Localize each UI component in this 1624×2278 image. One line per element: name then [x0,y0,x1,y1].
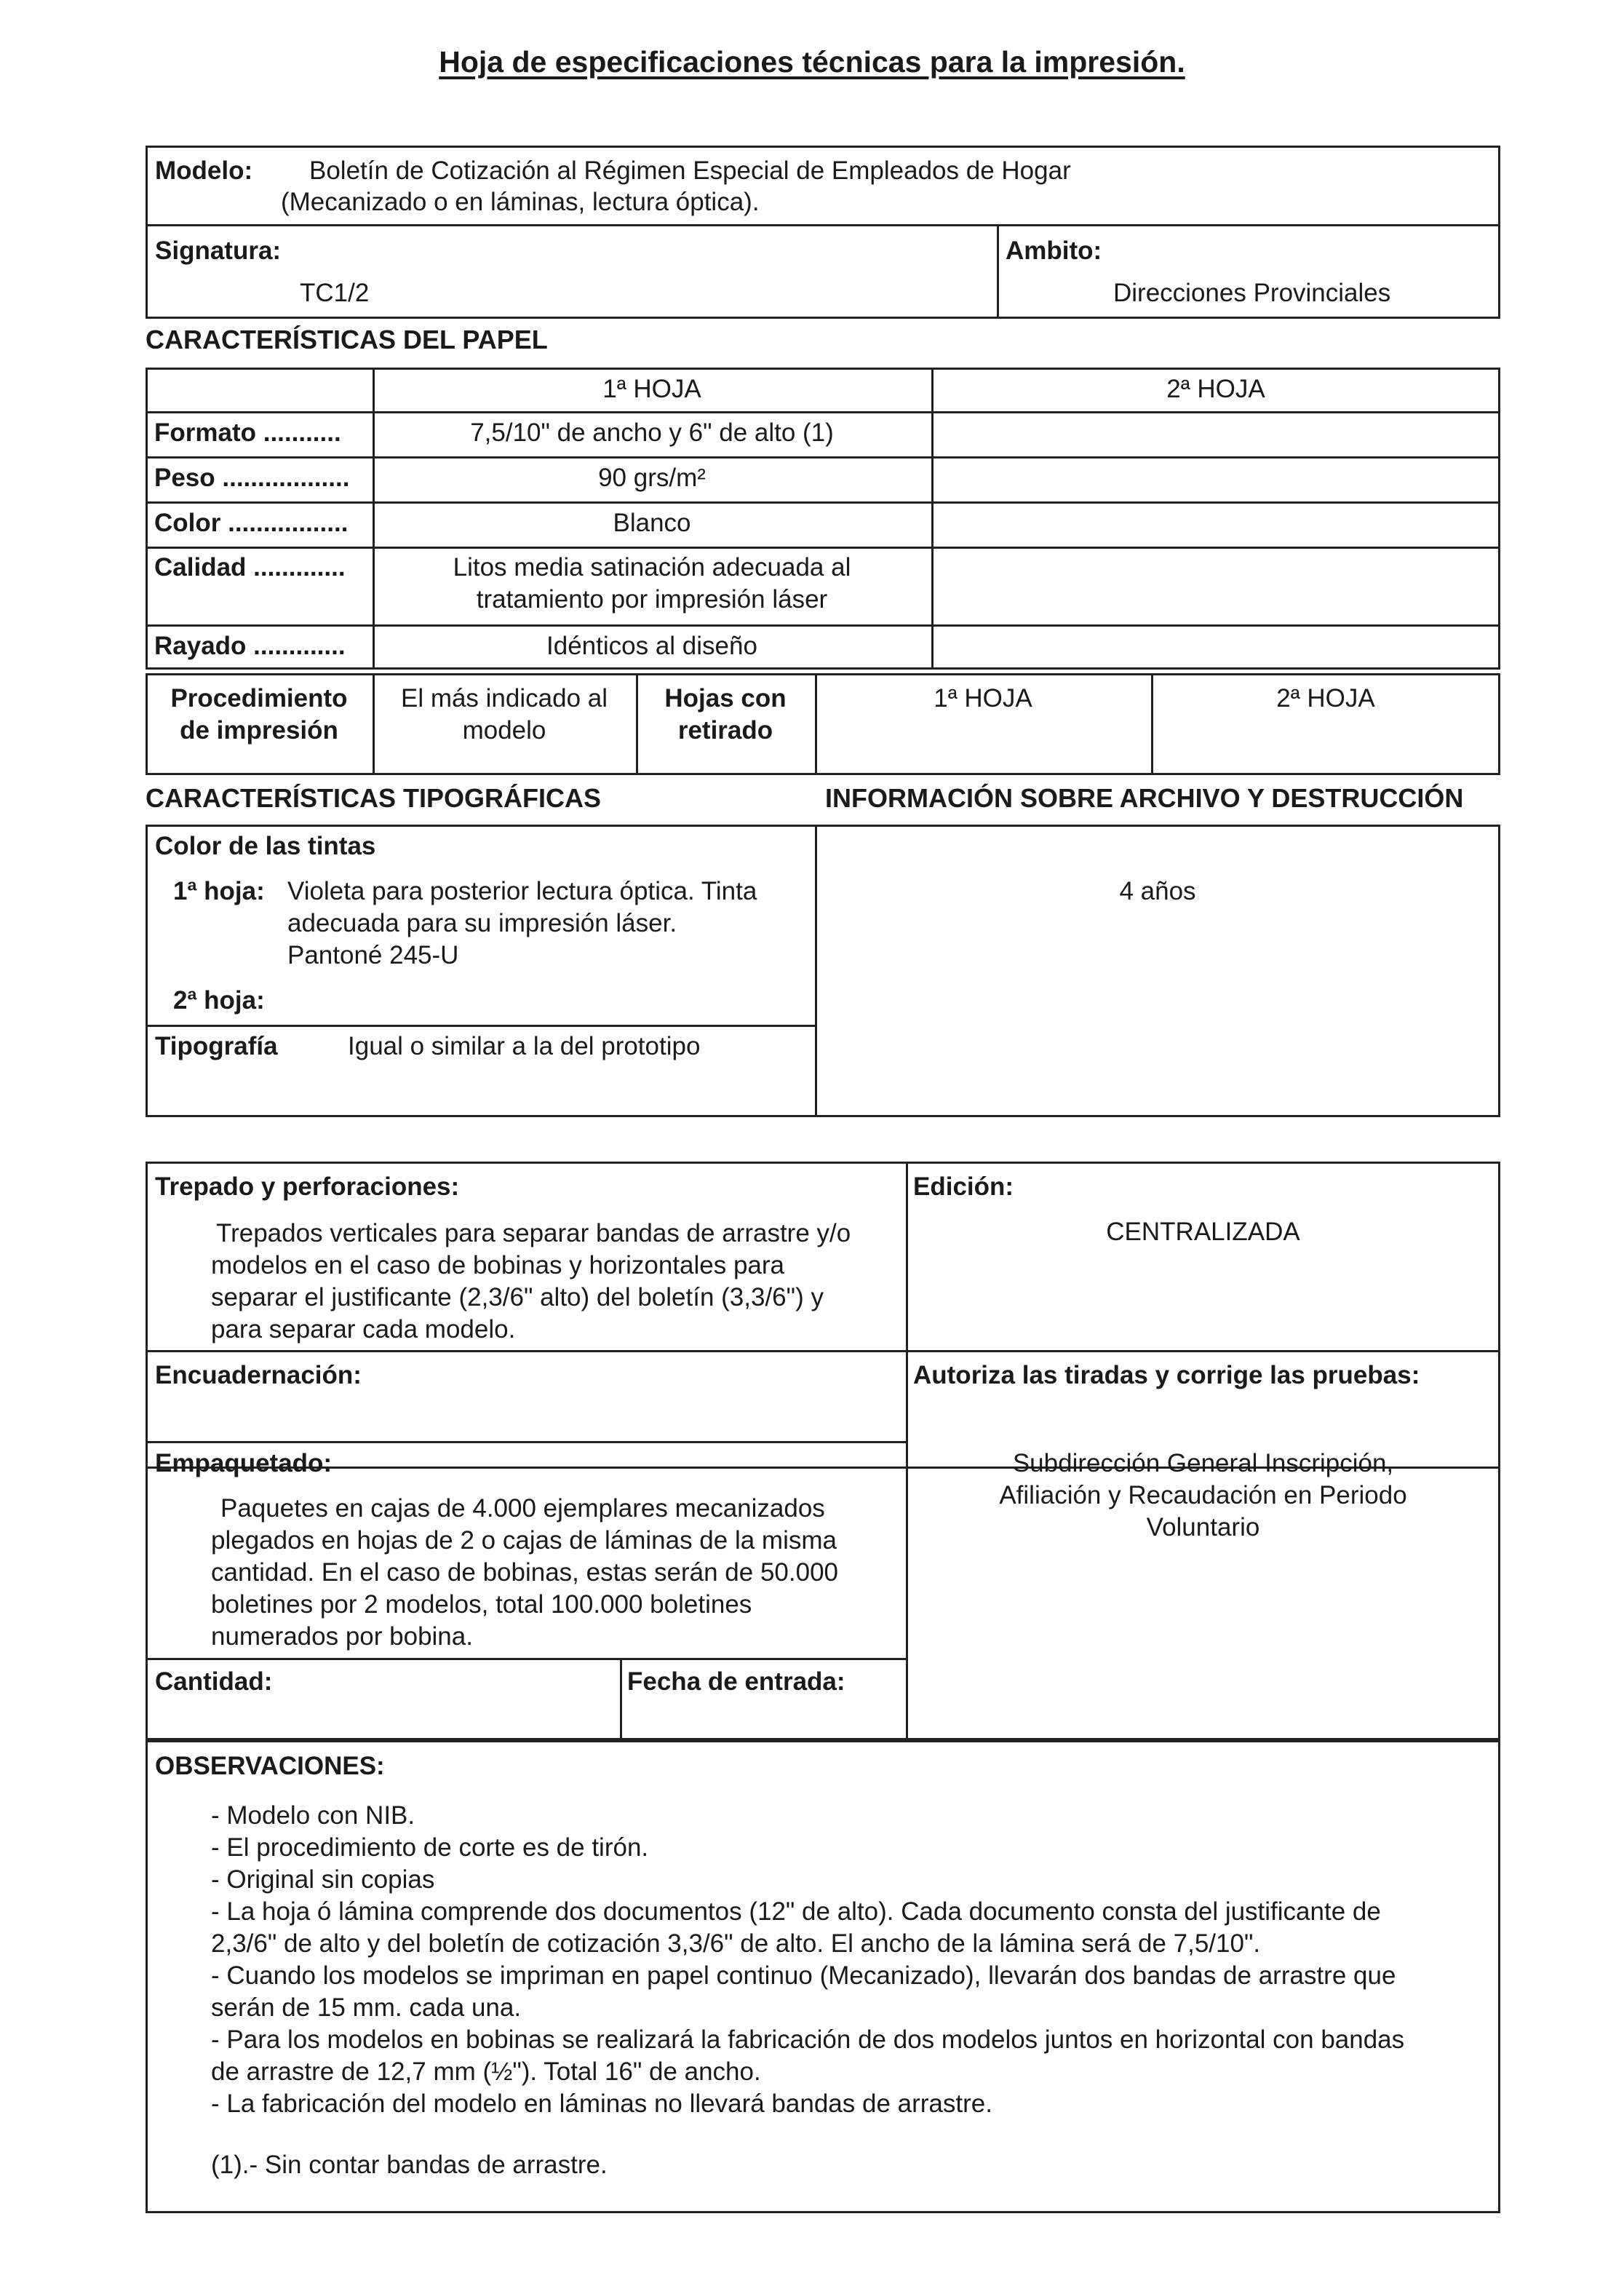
procedure-label-line2: de impresión [180,716,338,745]
trepado-text-line3: separar el justificante (2,3/6" alto) del boletín (3,3/6") y [211,1283,824,1311]
empaquetado-text-line4: boletines por 2 modelos, total 100.000 boletines [211,1590,752,1619]
observation-footnote: (1).- Sin contar bandas de arrastre. [211,2151,608,2179]
observation-line: - Para los modelos en bobinas se realizará la fabricación de dos modelos juntos en horizontal con bandas [211,2025,1405,2054]
typeface-value: Igual o similar a la del prototipo [348,1032,701,1060]
row-value-calidad-line2: tratamiento por impresión láser [476,585,828,614]
row-value-formato: 7,5/10" de ancho y 6" de alto (1) [470,418,834,447]
signatura-label: Signatura: [155,237,282,265]
edicion-label: Edición: [913,1172,1014,1201]
observation-line: - La hoja ó lámina comprende dos documentos (12" de alto). Cada documento consta del justificante de [211,1897,1381,1926]
divider [620,1658,622,1740]
observation-line: - La fabricación del modelo en láminas no llevará bandas de arrastre. [211,2090,992,2118]
observation-line: - Modelo con NIB. [211,1801,415,1830]
divider [997,224,999,319]
ambito-value: Direcciones Provinciales [1113,279,1391,307]
ink-color-label: Color de las tintas [155,832,376,860]
divider [906,1469,908,1740]
empaquetado-text-line2: plegados en hojas de 2 o cajas de láminas de la misma [211,1526,837,1555]
sheet1-ink-value: Violeta para posterior lectura óptica. Tinta [287,877,757,905]
retirado-hoja1: 1ª HOJA [934,684,1032,713]
divider [146,224,1500,226]
retirado-hoja2: 2ª HOJA [1276,684,1375,713]
encuadernacion-label: Encuadernación: [155,1361,362,1389]
trepado-label: Trepado y perforaciones: [155,1172,460,1201]
empaquetado-label: Empaquetado: [155,1449,333,1477]
typeface-label: Tipografía [155,1032,278,1060]
row-value-color: Blanco [613,509,691,537]
divider [146,1441,906,1443]
observation-line: - El procedimiento de corte es de tirón. [211,1833,649,1862]
divider [146,1025,815,1027]
observation-line: - Original sin copias [211,1865,435,1894]
paper-section-title: CARACTERÍSTICAS DEL PAPEL [146,325,548,354]
row-label-calidad: Calidad ............. [154,553,346,582]
divider [906,1162,908,1469]
row-value-peso: 90 grs/m² [598,464,706,492]
row-label-peso: Peso .................. [154,464,350,492]
row-value-rayado: Idénticos al diseño [546,632,757,660]
empaquetado-text-line5: numerados por bobina. [211,1622,473,1651]
divider [146,411,1500,413]
trepado-text-line4: para separar cada modelo. [211,1315,516,1344]
divider [815,825,817,1117]
retirado-label: Hojas con [664,684,787,713]
autoriza-label: Autoriza las tiradas y corrige las pruebas: [913,1361,1420,1389]
retirado-label-line2: retirado [677,716,773,745]
sheet1-ink-value-line2: adecuada para su impresión láser. [287,909,677,937]
fecha-entrada-label: Fecha de entrada: [627,1667,845,1696]
divider [146,547,1500,549]
divider [146,1740,1500,1742]
autoriza-value-line2: Afiliación y Recaudación en Periodo [999,1481,1407,1509]
edicion-value: CENTRALIZADA [1106,1218,1300,1246]
sheet1-ink-value-line3: Pantoné 245-U [287,941,459,969]
divider [146,1350,1500,1352]
trepado-text-line2: modelos en el caso de bobinas y horizontales para [211,1251,784,1279]
autoriza-value: Subdirección General Inscripción, [1012,1449,1394,1477]
typography-section-title: CARACTERÍSTICAS TIPOGRÁFICAS [146,783,602,813]
observation-line: - Cuando los modelos se impriman en papel continuo (Mecanizado), llevarán dos bandas de arrastre que [211,1961,1396,1990]
divider [146,624,1500,627]
empaquetado-text-line3: cantidad. En el caso de bobinas, estas serán de 50.000 [211,1558,838,1587]
observation-line: serán de 15 mm. cada una. [211,1993,522,2022]
observations-label: OBSERVACIONES: [155,1752,385,1780]
row-label-color: Color ................. [154,509,349,537]
ambito-label: Ambito: [1006,237,1102,265]
col-header-hoja2: 2ª HOJA [1166,375,1265,403]
divider [146,1658,906,1660]
col-header-hoja1: 1ª HOJA [602,375,701,403]
row-label-rayado: Rayado ............. [154,632,346,660]
modelo-value: Boletín de Cotización al Régimen Especial de Empleados de Hogar [309,156,1071,185]
trepado-text: Trepados verticales para separar bandas de arrastre y/o [216,1219,851,1247]
procedure-value-line2: modelo [462,716,546,745]
page-title: Hoja de especificaciones técnicas para la impresión. [439,45,1185,79]
signatura-value: TC1/2 [300,279,370,307]
row-label-formato: Formato ........... [154,418,341,447]
cantidad-label: Cantidad: [155,1667,273,1696]
row-value-calidad: Litos media satinación adecuada al [453,553,851,582]
empaquetado-text: Paquetes en cajas de 4.000 ejemplares mecanizados [220,1494,825,1523]
archive-section-title: INFORMACIÓN SOBRE ARCHIVO Y DESTRUCCIÓN [825,783,1464,813]
divider [146,456,1500,459]
sheet1-ink-label: 1ª hoja: [173,877,265,905]
modelo-value-line2: (Mecanizado o en láminas, lectura óptica). [281,188,760,216]
observation-line: 2,3/6" de alto y del boletín de cotización 3,3/6" de alto. El ancho de la lámina será de 7,5/10". [211,1929,1261,1958]
procedure-label: Procedimiento [170,684,348,713]
procedure-value: El más indicado al [400,684,608,713]
modelo-label: Modelo: [155,156,253,185]
sheet2-ink-label: 2ª hoja: [173,986,265,1015]
archive-retention-value: 4 años [1119,877,1196,905]
divider [146,501,1500,504]
observation-line: de arrastre de 12,7 mm (½"). Total 16" de ancho. [211,2057,761,2086]
autoriza-value-line3: Voluntario [1146,1513,1260,1541]
